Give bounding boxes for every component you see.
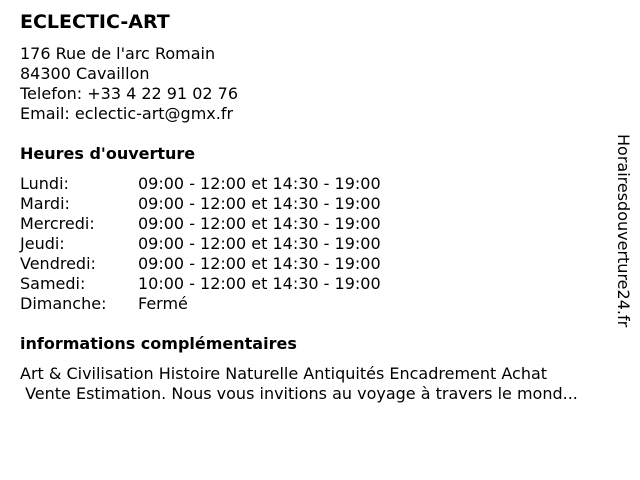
- time-value: 09:00 - 12:00 et 14:30 - 19:00: [138, 174, 381, 193]
- time-value: 10:00 - 12:00 et 14:30 - 19:00: [138, 274, 381, 293]
- day-label: Mercredi:: [20, 214, 95, 233]
- hours-row-thursday: [20, 234, 440, 254]
- opening-hours-heading: Heures d'ouverture: [20, 144, 196, 163]
- site-watermark: Horairesdouverture24.fr: [614, 134, 633, 328]
- hours-row-wednesday: [20, 214, 440, 234]
- address-city: 84300 Cavaillon: [20, 64, 150, 83]
- time-value: Fermé: [138, 294, 188, 313]
- hours-row-friday: [20, 254, 440, 274]
- address-street: 176 Rue de l'arc Romain: [20, 44, 216, 63]
- phone-number: Telefon: +33 4 22 91 02 76: [20, 84, 239, 103]
- business-name: ECLECTIC-ART: [20, 11, 170, 33]
- description-line-1: Art & Civilisation Histoire Naturelle Antiquités Encadrement Achat: [20, 364, 548, 383]
- hours-row-monday: [20, 174, 440, 194]
- opening-hours-table: [20, 174, 440, 314]
- day-label: Samedi:: [20, 274, 86, 293]
- email-address: Email: eclectic-art@gmx.fr: [20, 104, 234, 123]
- day-label: Jeudi:: [20, 234, 65, 253]
- time-value: 09:00 - 12:00 et 14:30 - 19:00: [138, 254, 381, 273]
- time-value: 09:00 - 12:00 et 14:30 - 19:00: [138, 234, 381, 253]
- hours-row-tuesday: [20, 194, 440, 214]
- day-label: Dimanche:: [20, 294, 107, 313]
- business-description: [20, 364, 630, 404]
- day-label: Mardi:: [20, 194, 70, 213]
- description-line-2: Vente Estimation. Nous vous invitions au voyage à travers le mond...: [20, 384, 578, 403]
- time-value: 09:00 - 12:00 et 14:30 - 19:00: [138, 194, 381, 213]
- hours-row-sunday: [20, 294, 440, 314]
- day-label: Lundi:: [20, 174, 69, 193]
- contact-info: [20, 44, 238, 124]
- time-value: 09:00 - 12:00 et 14:30 - 19:00: [138, 214, 381, 233]
- day-label: Vendredi:: [20, 254, 96, 273]
- additional-info-heading: informations complémentaires: [20, 334, 297, 353]
- hours-row-saturday: [20, 274, 440, 294]
